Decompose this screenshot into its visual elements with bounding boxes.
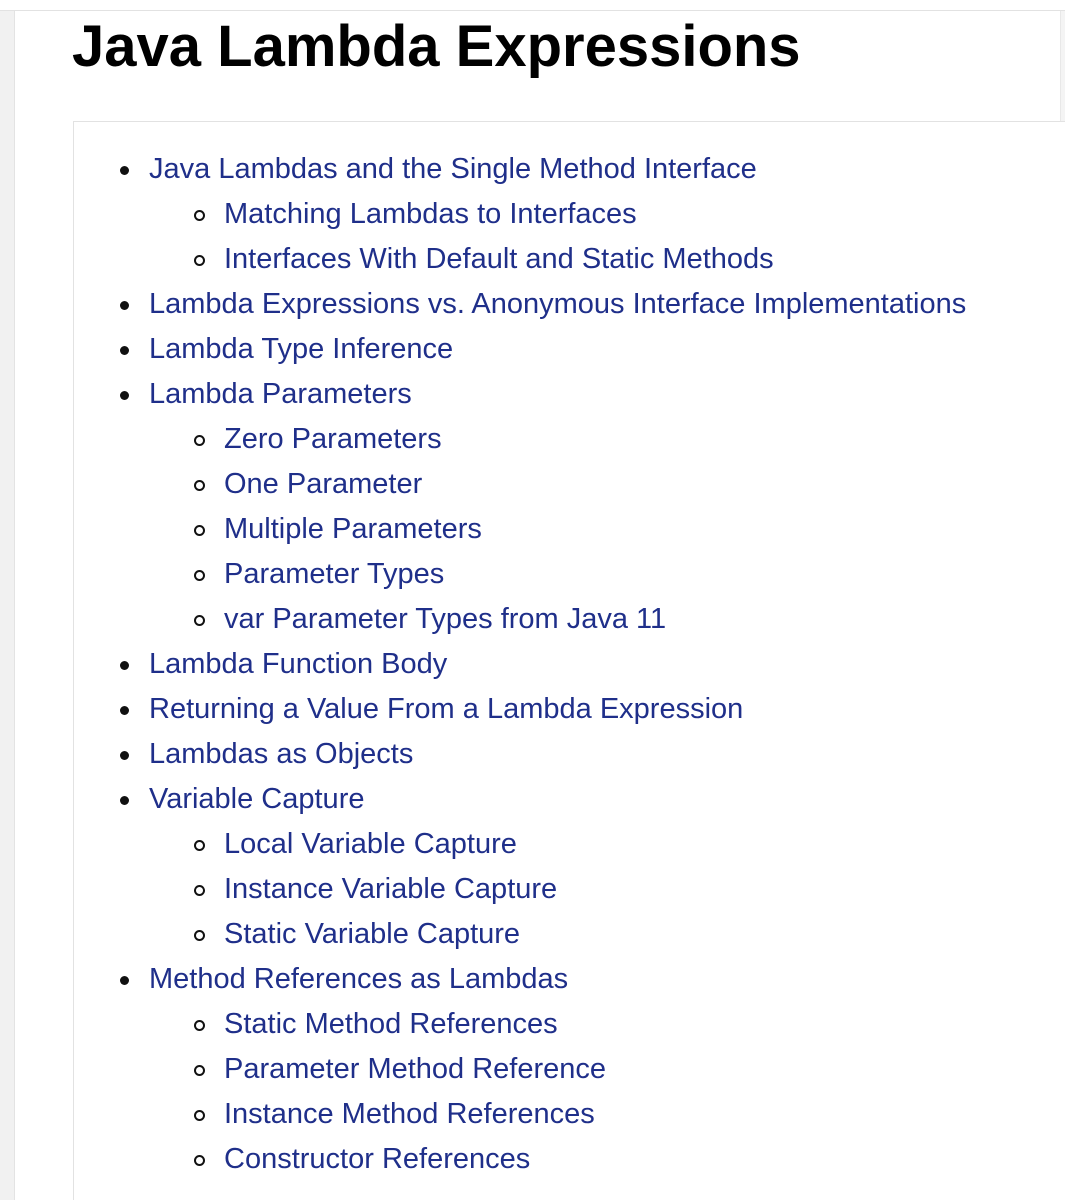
toc-sublist bbox=[149, 822, 966, 957]
toc-subitem-parameter-types bbox=[224, 552, 966, 597]
toc-link-parameter-method-reference[interactable]: Parameter Method Reference bbox=[224, 1053, 607, 1085]
hollow-bullet-icon bbox=[194, 435, 205, 446]
toc-subitem-multiple-parameters bbox=[224, 507, 966, 552]
toc-item-lambda-parameters bbox=[149, 372, 966, 642]
toc-link-instance-method-references[interactable]: Instance Method References bbox=[224, 1098, 595, 1130]
toc-link-static-method-references[interactable]: Static Method References bbox=[224, 1008, 558, 1040]
left-gutter bbox=[0, 11, 15, 1200]
hollow-bullet-icon bbox=[194, 840, 205, 851]
hollow-bullet-icon bbox=[194, 885, 205, 896]
bullet-icon bbox=[120, 391, 129, 400]
toc-sublist bbox=[149, 417, 966, 642]
toc-item-lambda-expressions-vs-anonymous-interface-implementations bbox=[149, 282, 966, 327]
toc-sublist bbox=[149, 1002, 966, 1182]
hollow-bullet-icon bbox=[194, 1110, 205, 1121]
hollow-bullet-icon bbox=[194, 615, 205, 626]
toc-subitem-matching-lambdas-to-interfaces bbox=[224, 192, 966, 237]
toc-link-matching-lambdas-to-interfaces[interactable]: Matching Lambdas to Interfaces bbox=[224, 198, 637, 230]
toc-item-variable-capture bbox=[149, 777, 966, 957]
toc-subitem-local-variable-capture bbox=[224, 822, 966, 867]
toc-subitem-one-parameter bbox=[224, 462, 966, 507]
hollow-bullet-icon bbox=[194, 1065, 205, 1076]
toc-link-var-parameter-types-from-java-11[interactable]: var Parameter Types from Java 11 bbox=[224, 603, 667, 635]
hollow-bullet-icon bbox=[194, 1155, 205, 1166]
toc-subitem-instance-variable-capture bbox=[224, 867, 966, 912]
toc-item-java-lambdas-and-the-single-method-interface bbox=[149, 147, 966, 282]
page-title: Java Lambda Expressions bbox=[72, 14, 801, 79]
toc-link-one-parameter[interactable]: One Parameter bbox=[224, 468, 423, 500]
toc-link-constructor-references[interactable]: Constructor References bbox=[224, 1143, 531, 1175]
toc-subitem-zero-parameters bbox=[224, 417, 966, 462]
toc-link-lambda-expressions-vs-anonymous-interface-implementations[interactable]: Lambda Expressions vs. Anonymous Interface Implementations bbox=[149, 288, 967, 320]
table-of-contents bbox=[149, 147, 966, 1182]
toc-subitem-interfaces-with-default-and-static-methods bbox=[224, 237, 966, 282]
hollow-bullet-icon bbox=[194, 210, 205, 221]
hollow-bullet-icon bbox=[194, 480, 205, 491]
toc-link-lambda-parameters[interactable]: Lambda Parameters bbox=[149, 378, 412, 410]
toc-link-method-references-as-lambdas[interactable]: Method References as Lambdas bbox=[149, 963, 569, 995]
toc-subitem-static-method-references bbox=[224, 1002, 966, 1047]
hollow-bullet-icon bbox=[194, 930, 205, 941]
toc-link-lambda-type-inference[interactable]: Lambda Type Inference bbox=[149, 333, 454, 365]
hollow-bullet-icon bbox=[194, 1020, 205, 1031]
toc-link-variable-capture[interactable]: Variable Capture bbox=[149, 783, 365, 815]
toc-sublist bbox=[149, 192, 966, 282]
bullet-icon bbox=[120, 796, 129, 805]
hollow-bullet-icon bbox=[194, 525, 205, 536]
toc-link-interfaces-with-default-and-static-methods[interactable]: Interfaces With Default and Static Methods bbox=[224, 243, 774, 275]
toc-link-lambdas-as-objects[interactable]: Lambdas as Objects bbox=[149, 738, 414, 770]
toc-item-lambda-function-body bbox=[149, 642, 966, 687]
toc-link-static-variable-capture[interactable]: Static Variable Capture bbox=[224, 918, 521, 950]
bullet-icon bbox=[120, 661, 129, 670]
toc-subitem-constructor-references bbox=[224, 1137, 966, 1182]
hollow-bullet-icon bbox=[194, 570, 205, 581]
toc-link-multiple-parameters[interactable]: Multiple Parameters bbox=[224, 513, 482, 545]
bullet-icon bbox=[120, 301, 129, 310]
toc-link-instance-variable-capture[interactable]: Instance Variable Capture bbox=[224, 873, 558, 905]
toc-subitem-static-variable-capture bbox=[224, 912, 966, 957]
bullet-icon bbox=[120, 706, 129, 715]
toc-link-local-variable-capture[interactable]: Local Variable Capture bbox=[224, 828, 517, 860]
toc-subitem-parameter-method-reference bbox=[224, 1047, 966, 1092]
toc-link-returning-a-value-from-a-lambda-expression[interactable]: Returning a Value From a Lambda Expression bbox=[149, 693, 744, 725]
top-border bbox=[0, 0, 1065, 11]
toc-item-method-references-as-lambdas bbox=[149, 957, 966, 1182]
toc-item-lambda-type-inference bbox=[149, 327, 966, 372]
toc-item-lambdas-as-objects bbox=[149, 732, 966, 777]
hollow-bullet-icon bbox=[194, 255, 205, 266]
toc-link-lambda-function-body[interactable]: Lambda Function Body bbox=[149, 648, 448, 680]
bullet-icon bbox=[120, 346, 129, 355]
bullet-icon bbox=[120, 976, 129, 985]
toc-subitem-var-parameter-types-from-java-11 bbox=[224, 597, 966, 642]
toc-subitem-instance-method-references bbox=[224, 1092, 966, 1137]
toc-link-zero-parameters[interactable]: Zero Parameters bbox=[224, 423, 442, 455]
toc-link-java-lambdas-and-the-single-method-interface[interactable]: Java Lambdas and the Single Method Interface bbox=[149, 153, 757, 185]
bullet-icon bbox=[120, 751, 129, 760]
toc-link-parameter-types[interactable]: Parameter Types bbox=[224, 558, 445, 590]
bullet-icon bbox=[120, 166, 129, 175]
toc-item-returning-a-value-from-a-lambda-expression bbox=[149, 687, 966, 732]
